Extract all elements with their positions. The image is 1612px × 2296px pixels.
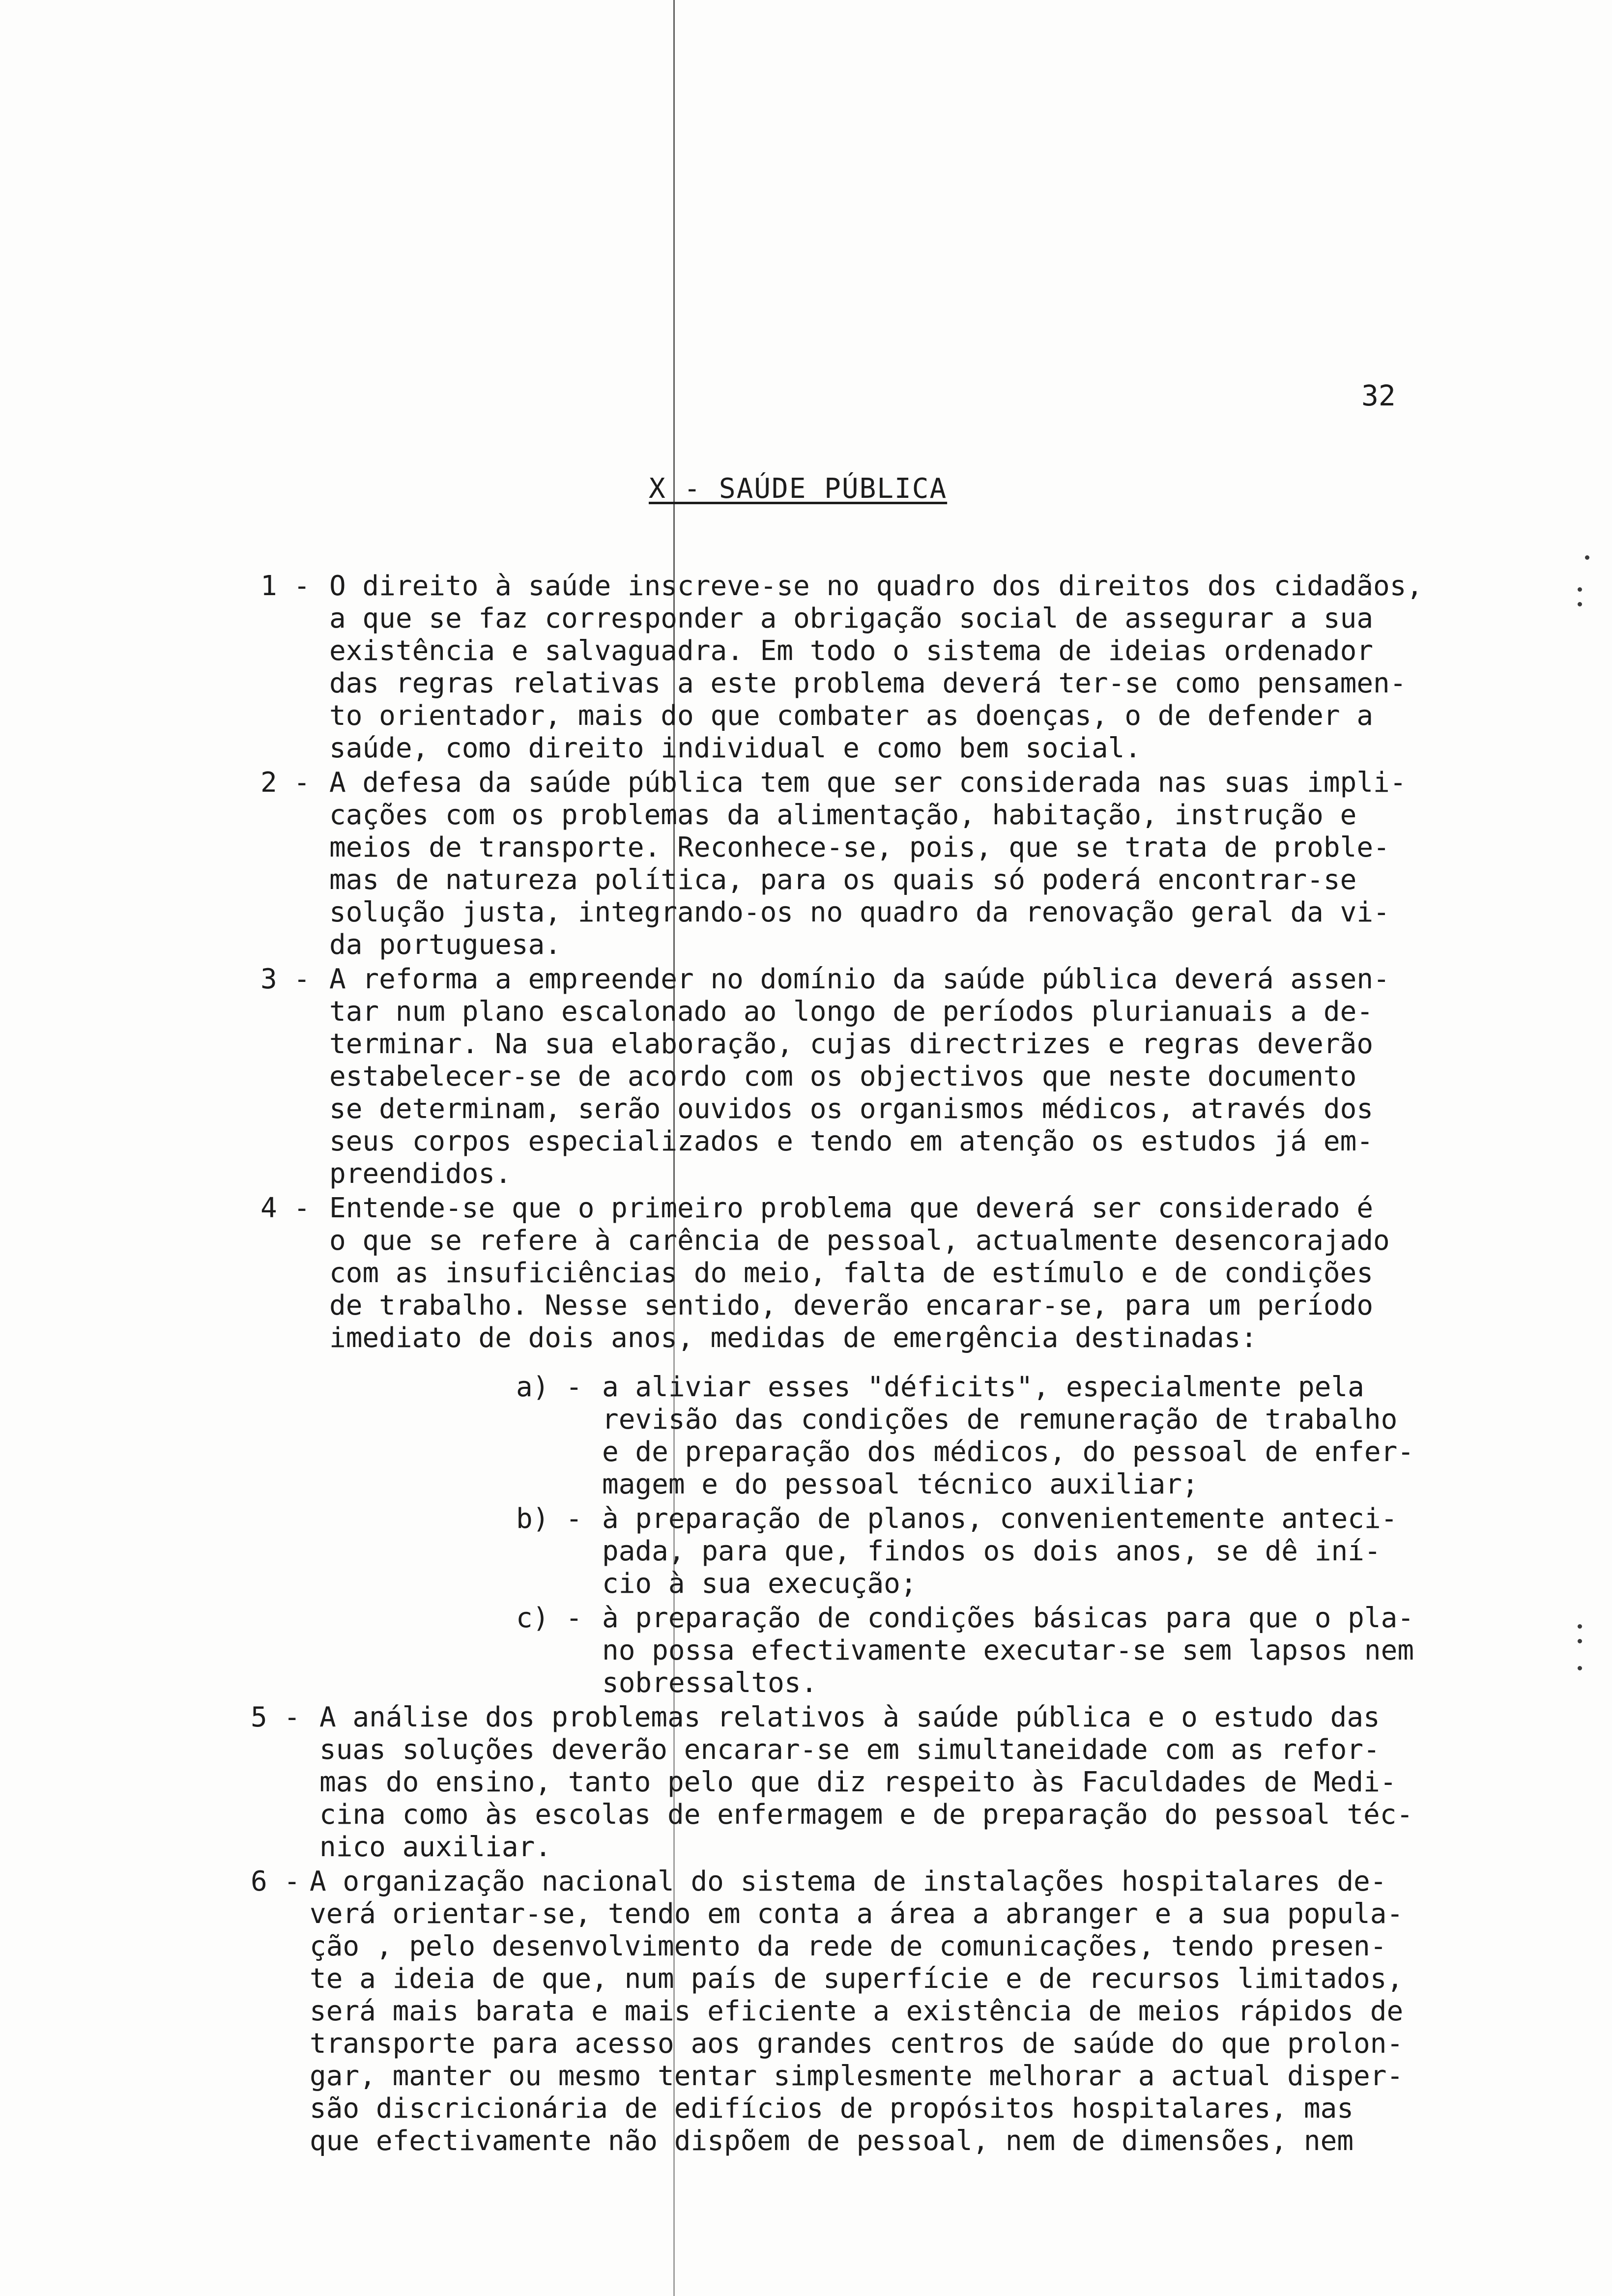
scan-speck [1578,602,1582,606]
paragraph-line: ção , pelo desenvolvimento da rede de comunicações, tendo presen- [310,1930,1387,1962]
paragraph-line: se determinam, serão ouvidos os organismos médicos, através dos [329,1093,1374,1125]
item-number: 6 - [251,1866,301,1897]
paragraph-line: cina como às escolas de enfermagem e de preparação do pessoal téc- [319,1799,1413,1831]
paragraph-line: verá orientar-se, tendo em conta a área a abranger e a sua popula- [310,1898,1404,1930]
paragraph-line: no possa efectivamente executar-se sem lapsos nem [602,1635,1414,1666]
paragraph-line: que efectivamente não dispõem de pessoal, nem de dimensões, nem [310,2125,1354,2157]
subitem-label: b) - [516,1503,582,1535]
paragraph-line: suas soluções deverão encarar-se em simultaneidade com as refor- [319,1734,1380,1766]
item-number: 3 - [260,963,311,995]
paragraph-line: imediato de dois anos, medidas de emergência destinadas: [329,1322,1258,1354]
paragraph-line: A organização nacional do sistema de instalações hospitalares de- [310,1866,1387,1897]
paragraph-line: com as insuficiências do meio, falta de estímulo e de condições [329,1257,1374,1289]
paragraph-line: solução justa, integrando-os no quadro da renovação geral da vi- [329,896,1390,928]
paragraph-line: será mais barata e mais eficiente a existência de meios rápidos de [310,1995,1404,2027]
item-number: 4 - [260,1192,311,1224]
paragraph-line: transporte para acesso aos grandes centros de saúde do que prolon- [310,2028,1404,2060]
paragraph-line: to orientador, mais do que combater as doenças, o de defender a [329,700,1374,732]
paragraph-line: o que se refere à carência de pessoal, actualmente desencorajado [329,1225,1390,1257]
item-number: 1 - [260,570,311,602]
paragraph-line: à preparação de condições básicas para que o pla- [602,1602,1414,1634]
paragraph-line: A reforma a empreender no domínio da saúde pública deverá assen- [329,963,1390,995]
item-number: 5 - [251,1701,301,1733]
paragraph-line: a aliviar esses "déficits", especialmente pela [602,1371,1364,1403]
paragraph-line: são discricionária de edifícios de propósitos hospitalares, mas [310,2093,1354,2124]
paragraph-line: à preparação de planos, convenientemente anteci- [602,1503,1398,1535]
paragraph-line: seus corpos especializados e tendo em atenção os estudos já em- [329,1125,1374,1157]
paragraph-line: a que se faz corresponder a obrigação social de assegurar a sua [329,603,1374,634]
scan-speck [1578,587,1582,592]
paragraph-line: magem e do pessoal técnico auxiliar; [602,1468,1199,1500]
paragraph-line: pada, para que, findos os dois anos, se dê iní- [602,1535,1381,1567]
paragraph-line: saúde, como direito individual e como bem social. [329,732,1142,764]
paragraph-line: preendidos. [329,1158,512,1190]
paragraph-line: meios de transporte. Reconhece-se, pois, que se trata de proble- [329,832,1390,863]
paragraph-line: estabelecer-se de acordo com os objectivos que neste documento [329,1061,1357,1092]
paragraph-line: tar num plano escalonado ao longo de períodos plurianuais a de- [329,996,1374,1028]
paragraph-line: A defesa da saúde pública tem que ser considerada nas suas impli- [329,767,1407,799]
paragraph-line: A análise dos problemas relativos à saúde pública e o estudo das [319,1701,1380,1733]
paragraph-line: das regras relativas a este problema deverá ter-se como pensamen- [329,667,1407,699]
paragraph-line: mas de natureza política, para os quais só poderá encontrar-se [329,864,1357,896]
paragraph-line: cações com os problemas da alimentação, habitação, instrução e [329,799,1357,831]
item-number: 2 - [260,767,311,799]
paragraph-line: revisão das condições de remuneração de trabalho [602,1404,1398,1435]
scan-speck [1578,1639,1582,1643]
paragraph-line: Entende-se que o primeiro problema que deverá ser considerado é [329,1192,1374,1224]
paragraph-line: existência e salvaguadra. Em todo o sistema de ideias ordenador [329,635,1374,667]
paragraph-line: mas do ensino, tanto pelo que diz respeito às Faculdades de Medi- [319,1766,1397,1798]
scan-speck [1585,555,1589,560]
subitem-label: a) - [516,1371,582,1403]
page-number: 32 [1361,379,1396,412]
paragraph-line: sobressaltos. [602,1667,818,1699]
paragraph-line: te a ideia de que, num país de superfície e de recursos limitados, [310,1963,1404,1995]
paragraph-line: cio à sua execução; [602,1568,917,1600]
paragraph-line: O direito à saúde inscreve-se no quadro dos direitos dos cidadãos, [329,570,1423,602]
scan-speck [1578,1624,1582,1629]
subitem-label: c) - [516,1602,582,1634]
paragraph-line: terminar. Na sua elaboração, cujas directrizes e regras deverão [329,1028,1374,1060]
paragraph-line: da portuguesa. [329,929,562,961]
scan-speck [1578,1666,1582,1670]
paragraph-line: nico auxiliar. [319,1831,552,1863]
section-title: X - SAÚDE PÚBLICA [649,473,948,505]
paragraph-line: gar, manter ou mesmo tentar simplesmente melhorar a actual disper- [310,2060,1404,2092]
paragraph-line: de trabalho. Nesse sentido, deverão encarar-se, para um período [329,1290,1374,1321]
paragraph-line: e de preparação dos médicos, do pessoal de enfer- [602,1436,1414,1468]
